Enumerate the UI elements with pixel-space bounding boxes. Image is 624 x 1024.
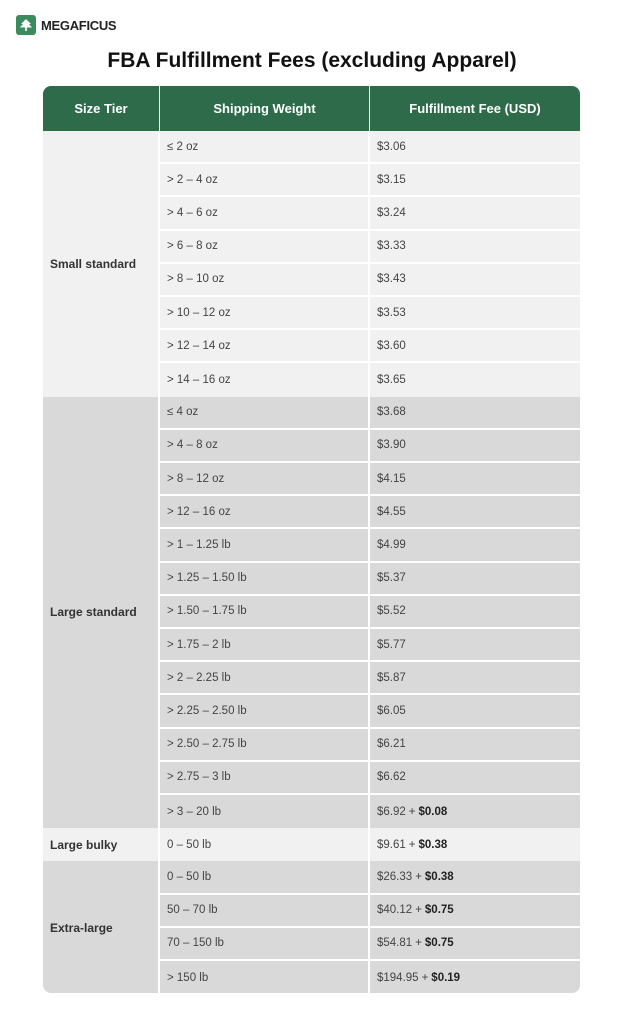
shipping-weight-cell: 70 – 150 lb	[160, 928, 370, 959]
base-fee: $5.52	[377, 605, 406, 618]
shipping-weight-cell: > 10 – 12 oz	[160, 297, 370, 328]
table-row	[160, 961, 580, 993]
fulfillment-fee-cell	[370, 662, 580, 693]
shipping-weight-cell: > 12 – 16 oz	[160, 496, 370, 527]
table-row	[160, 330, 580, 363]
base-fee: $4.55	[377, 505, 406, 518]
per-lb-surcharge: $0.38	[424, 870, 454, 883]
size-tier-label: Small standard	[43, 131, 160, 397]
per-lb-surcharge: $0.75	[424, 904, 454, 917]
fulfillment-fee-cell	[370, 762, 580, 793]
fulfillment-fee-cell	[370, 828, 580, 861]
base-fee: $3.90	[377, 439, 406, 452]
fulfillment-fee-cell	[370, 695, 580, 726]
base-fee: $54.81	[377, 937, 413, 950]
base-fee: $9.61	[377, 838, 406, 851]
table-row	[160, 596, 580, 629]
size-tier-label: Extra-large	[43, 861, 160, 993]
shipping-weight-cell: > 3 – 20 lb	[160, 795, 370, 828]
fulfillment-fee-cell	[370, 197, 580, 228]
fulfillment-fee-cell	[370, 629, 580, 660]
shipping-weight-cell: > 8 – 12 oz	[160, 463, 370, 494]
shipping-weight-cell: > 1.25 – 1.50 lb	[160, 563, 370, 594]
fulfillment-fee-cell	[370, 529, 580, 560]
base-fee: $26.33	[377, 870, 413, 883]
shipping-weight-cell: 0 – 50 lb	[160, 828, 370, 861]
fulfillment-fee-cell	[370, 928, 580, 959]
fulfillment-fee-cell	[370, 363, 580, 396]
shipping-weight-cell: > 2.25 – 2.50 lb	[160, 695, 370, 726]
plus-sign: +	[415, 904, 422, 917]
size-tier-group	[43, 828, 580, 861]
table-row	[160, 828, 580, 861]
fulfillment-fee-cell	[370, 961, 580, 993]
base-fee: $5.87	[377, 671, 406, 684]
base-fee: $3.43	[377, 273, 406, 286]
shipping-weight-cell: > 1.50 – 1.75 lb	[160, 596, 370, 627]
table-row	[160, 895, 580, 928]
shipping-weight-cell: > 12 – 14 oz	[160, 330, 370, 361]
size-tier-label: Large standard	[43, 397, 160, 829]
base-fee: $3.15	[377, 173, 406, 186]
size-tier-label: Large bulky	[43, 828, 160, 861]
table-row	[160, 197, 580, 230]
table-row	[160, 662, 580, 695]
fulfillment-fee-cell	[370, 430, 580, 461]
per-lb-surcharge: $0.19	[431, 971, 461, 984]
column-header-size-tier: Size Tier	[43, 86, 160, 131]
per-lb-surcharge: $0.08	[418, 805, 448, 818]
base-fee: $6.05	[377, 704, 406, 717]
fulfillment-fee-cell	[370, 563, 580, 594]
shipping-weight-cell: > 1 – 1.25 lb	[160, 529, 370, 560]
fulfillment-fee-cell	[370, 264, 580, 295]
fulfillment-fee-cell	[370, 164, 580, 195]
fulfillment-fee-cell	[370, 729, 580, 760]
table-row	[160, 264, 580, 297]
size-tier-group	[43, 861, 580, 993]
base-fee: $4.99	[377, 538, 406, 551]
shipping-weight-cell: > 8 – 10 oz	[160, 264, 370, 295]
per-lb-surcharge: $0.75	[424, 937, 454, 950]
base-fee: $4.15	[377, 472, 406, 485]
plus-sign: +	[408, 838, 416, 851]
fulfillment-fee-cell	[370, 596, 580, 627]
fulfillment-fee-cell	[370, 795, 580, 828]
per-lb-surcharge: $0.38	[418, 838, 448, 851]
table-header	[43, 86, 580, 131]
fulfillment-fee-cell	[370, 397, 580, 428]
shipping-weight-cell: > 2.50 – 2.75 lb	[160, 729, 370, 760]
fulfillment-fee-cell	[370, 131, 580, 162]
base-fee: $6.62	[377, 771, 406, 784]
table-row	[160, 231, 580, 264]
table-row	[160, 861, 580, 894]
base-fee: $3.33	[377, 240, 406, 253]
shipping-weight-cell: > 2 – 2.25 lb	[160, 662, 370, 693]
shipping-weight-cell: > 6 – 8 oz	[160, 231, 370, 262]
base-fee: $3.06	[377, 140, 406, 153]
table-row	[160, 729, 580, 762]
fulfillment-fee-cell	[370, 861, 580, 892]
table-row	[160, 529, 580, 562]
base-fee: $3.53	[377, 306, 406, 319]
table-row	[160, 297, 580, 330]
shipping-weight-cell: > 4 – 8 oz	[160, 430, 370, 461]
size-tier-group	[43, 131, 580, 397]
fulfillment-fee-cell	[370, 330, 580, 361]
fees-table	[43, 86, 580, 993]
shipping-weight-cell: > 1.75 – 2 lb	[160, 629, 370, 660]
base-fee: $3.65	[377, 373, 406, 386]
shipping-weight-cell: ≤ 4 oz	[160, 397, 370, 428]
table-row	[160, 563, 580, 596]
table-row	[160, 397, 580, 430]
table-row	[160, 795, 580, 828]
shipping-weight-cell: 50 – 70 lb	[160, 895, 370, 926]
fulfillment-fee-cell	[370, 231, 580, 262]
fulfillment-fee-cell	[370, 895, 580, 926]
base-fee: $5.37	[377, 572, 406, 585]
fulfillment-fee-cell	[370, 463, 580, 494]
shipping-weight-cell: > 150 lb	[160, 961, 370, 993]
column-header-shipping-weight: Shipping Weight	[160, 86, 370, 131]
column-header-fulfillment-fee: Fulfillment Fee (USD)	[409, 101, 541, 116]
shipping-weight-cell: > 2.75 – 3 lb	[160, 762, 370, 793]
table-row	[160, 496, 580, 529]
table-row	[160, 164, 580, 197]
brand-logo	[16, 15, 116, 35]
shipping-weight-cell: > 14 – 16 oz	[160, 363, 370, 396]
base-fee: $194.95	[377, 971, 419, 984]
base-fee: $5.77	[377, 638, 406, 651]
size-tier-group	[43, 397, 580, 829]
shipping-weight-cell: > 4 – 6 oz	[160, 197, 370, 228]
base-fee: $40.12	[377, 904, 413, 917]
base-fee: $6.21	[377, 738, 406, 751]
table-row	[160, 928, 580, 961]
shipping-weight-cell: ≤ 2 oz	[160, 131, 370, 162]
brand-name: MEGAFICUS	[41, 17, 117, 33]
base-fee: $3.68	[377, 406, 406, 419]
table-row	[160, 629, 580, 662]
table-row	[160, 463, 580, 496]
page-title: FBA Fulfillment Fees (excluding Apparel)	[107, 49, 517, 72]
plus-sign: +	[415, 870, 422, 883]
plus-sign: +	[421, 971, 429, 984]
shipping-weight-cell: > 2 – 4 oz	[160, 164, 370, 195]
shipping-weight-cell: 0 – 50 lb	[160, 861, 370, 892]
fulfillment-fee-cell	[370, 297, 580, 328]
base-fee: $3.24	[377, 206, 406, 219]
base-fee: $6.92	[377, 805, 406, 818]
plus-sign: +	[415, 937, 422, 950]
fulfillment-fee-cell	[370, 496, 580, 527]
table-row	[160, 363, 580, 396]
plus-sign: +	[408, 805, 416, 818]
base-fee: $3.60	[377, 339, 406, 352]
table-row	[160, 695, 580, 728]
table-row	[160, 430, 580, 463]
table-row	[160, 131, 580, 164]
table-row	[160, 762, 580, 795]
tree-logo-icon	[16, 15, 36, 35]
